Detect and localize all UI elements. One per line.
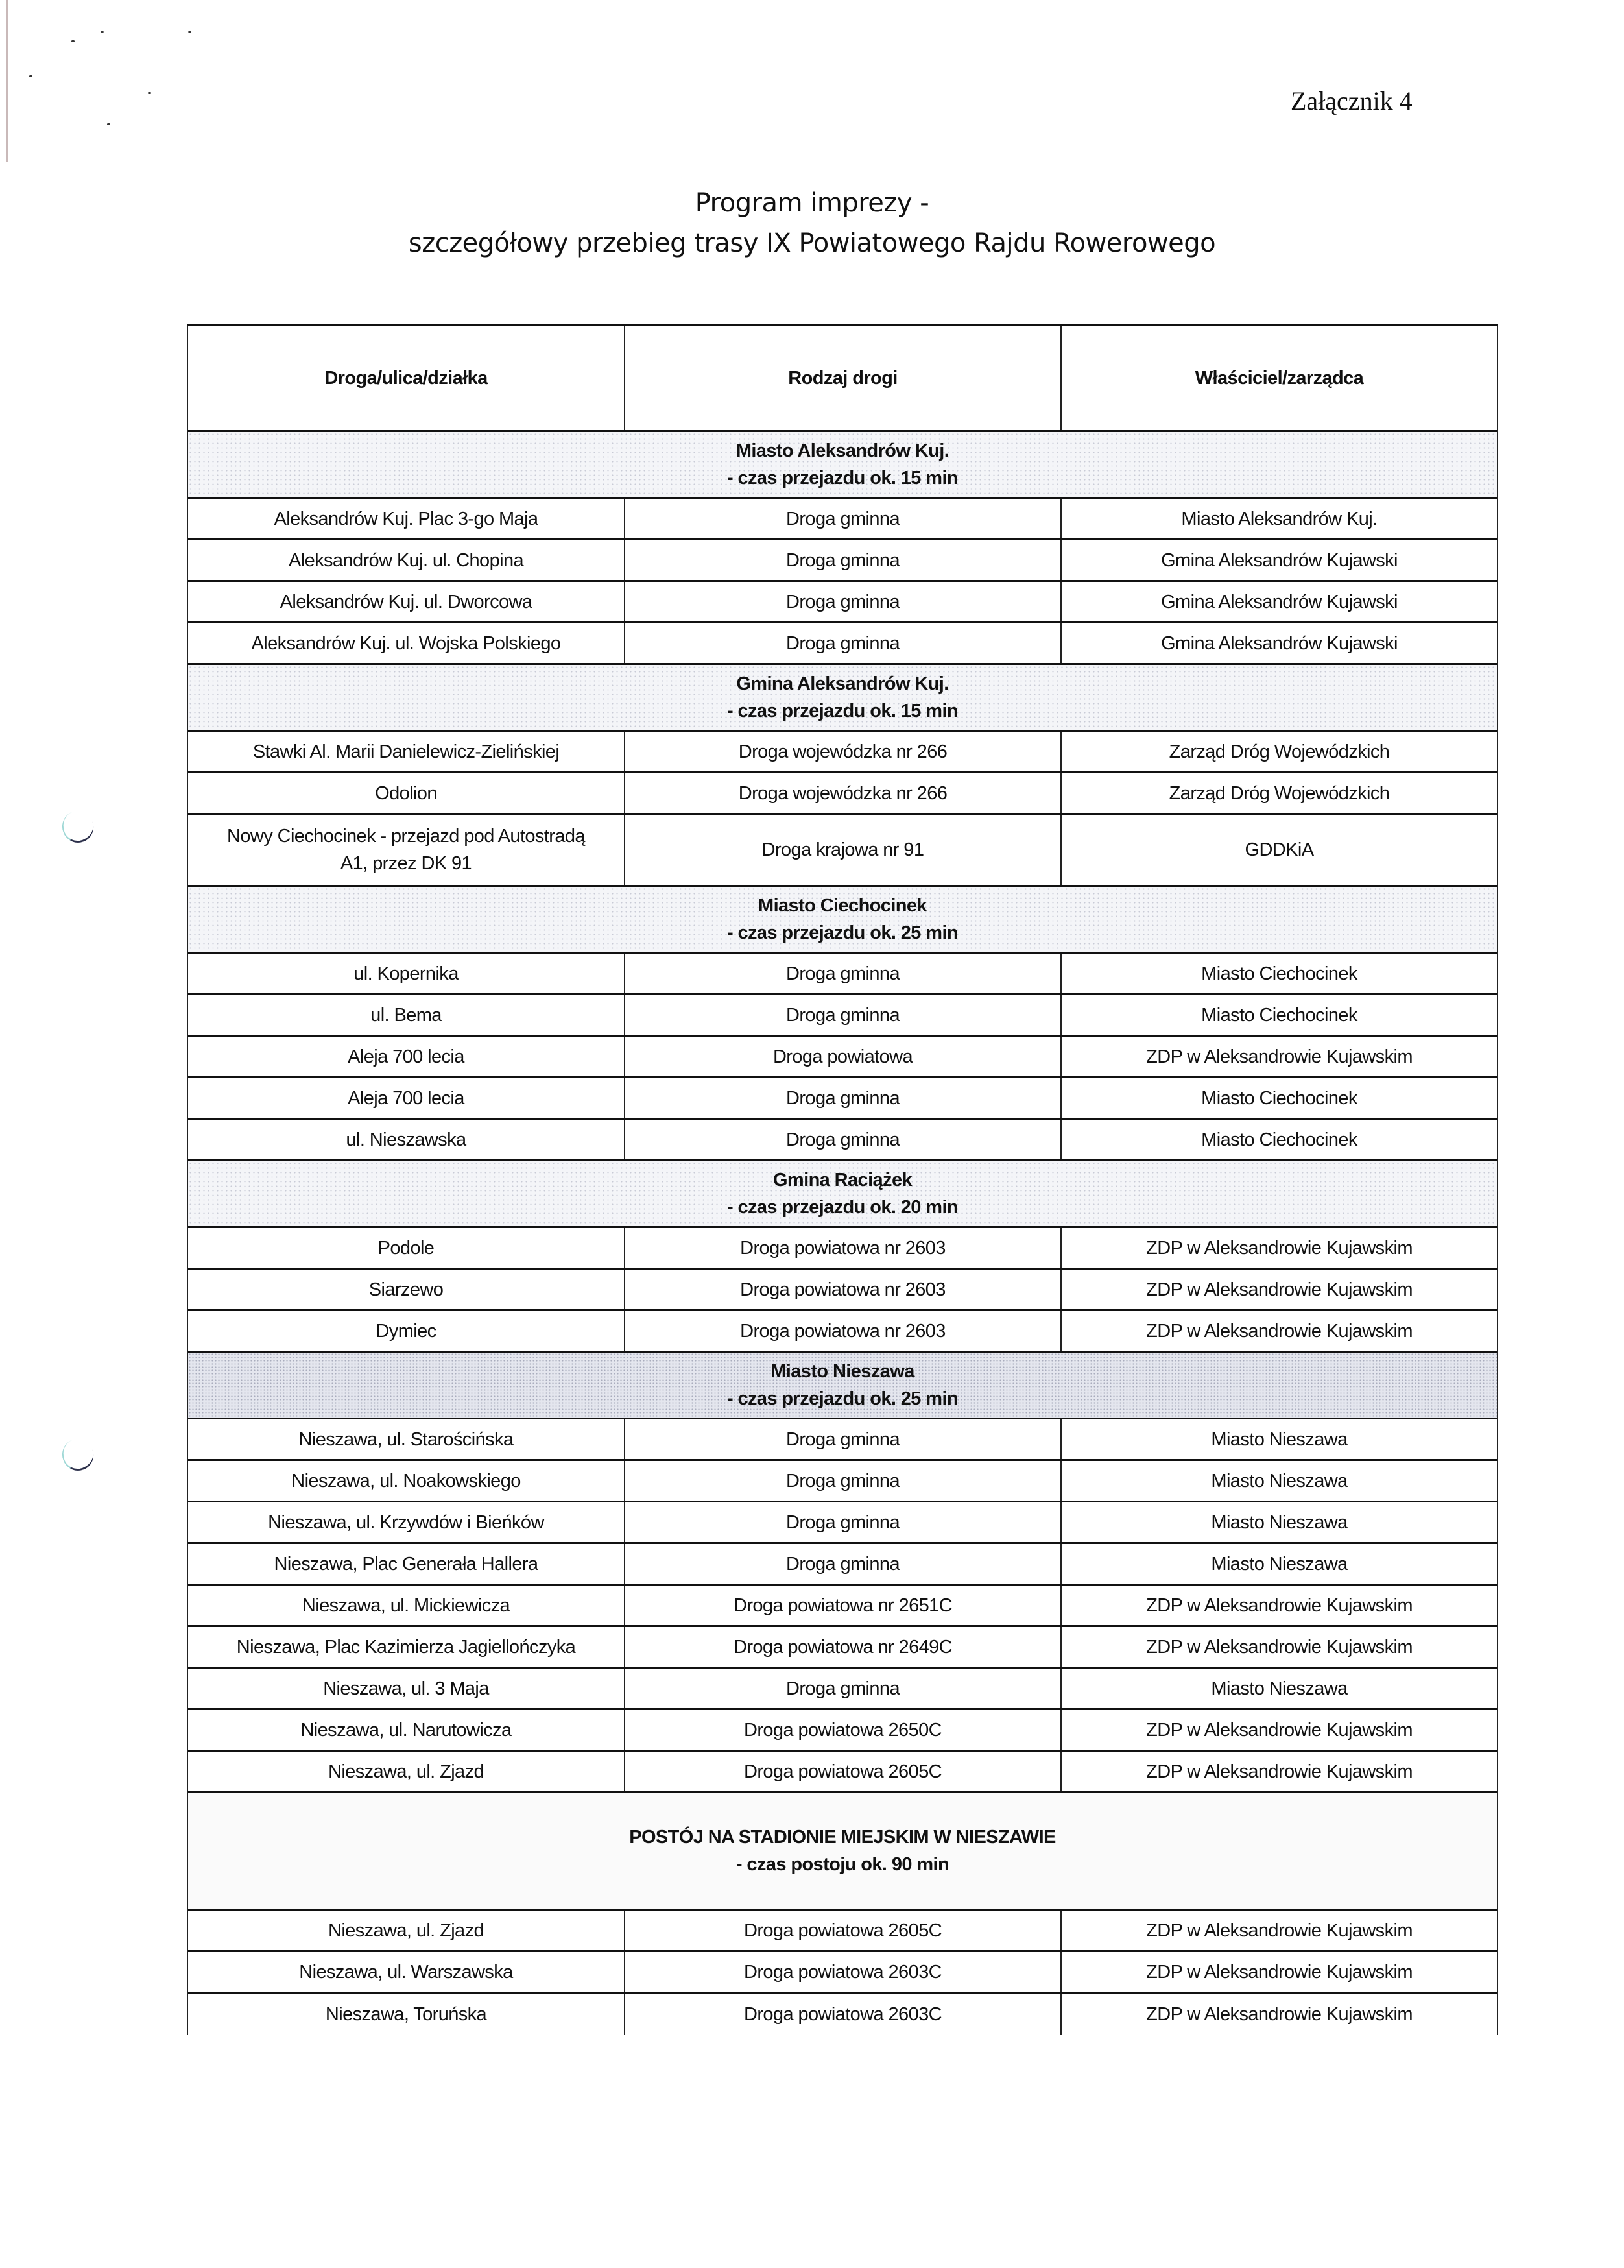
cell-owner: Miasto Ciechocinek — [1060, 1120, 1497, 1159]
cell-road: Odolion — [375, 782, 437, 804]
cell-road: Aleksandrów Kuj. ul. Wojska Polskiego — [251, 633, 561, 654]
cell-road-type: Droga powiatowa nr 2649C — [624, 1627, 1060, 1667]
cell-road: Stawki Al. Marii Danielewicz-Zielińskiej — [252, 741, 560, 762]
cell-road-type: Droga gminna — [624, 1669, 1060, 1708]
cell-road: Nieszawa, ul. Mickiewicza — [302, 1595, 510, 1616]
table-row — [188, 1752, 1497, 1793]
cell-owner: Miasto Ciechocinek — [1060, 995, 1497, 1035]
cell-owner: ZDP w Aleksandrowie Kujawskim — [1060, 1911, 1497, 1950]
table-row — [188, 1078, 1497, 1120]
cell-road-type: Droga powiatowa nr 2603 — [624, 1311, 1060, 1351]
table-row — [188, 1461, 1497, 1502]
cell-road-type: Droga wojewódzka nr 266 — [624, 732, 1060, 771]
cell-road-type: Droga gminna — [624, 995, 1060, 1035]
cell-road-type: Droga powiatowa 2603C — [624, 1994, 1060, 2035]
cell-road-type: Droga powiatowa — [624, 1037, 1060, 1076]
cell-owner: Miasto Nieszawa — [1060, 1669, 1497, 1708]
cell-owner: ZDP w Aleksandrowie Kujawskim — [1060, 1586, 1497, 1625]
cell-owner: Gmina Aleksandrów Kujawski — [1060, 623, 1497, 663]
cell-owner: Zarząd Dróg Wojewódzkich — [1060, 732, 1497, 771]
cell-road: Aleksandrów Kuj. Plac 3-go Maja — [274, 508, 538, 529]
cell-road: Nieszawa, Plac Generała Hallera — [274, 1553, 538, 1574]
scan-edge-line — [6, 0, 8, 162]
cell-road-type: Droga gminna — [624, 1078, 1060, 1118]
column-header-road: Droga/ulica/działka — [324, 368, 488, 389]
cell-road: Nieszawa, Plac Kazimierza Jagiellończyka — [236, 1636, 576, 1658]
section-title: Miasto Aleksandrów Kuj. — [735, 440, 949, 461]
cell-road: Podole — [377, 1237, 435, 1259]
title-line-2: szczegółowy przebieg trasy IX Powiatowego Rajdu Rowerowego — [408, 228, 1216, 258]
cell-road: Nieszawa, ul. Zjazd — [328, 1761, 484, 1782]
route-table — [187, 324, 1498, 2035]
scan-speck — [188, 31, 191, 33]
table-row — [188, 540, 1497, 582]
cell-road-type: Droga gminna — [624, 623, 1060, 663]
section-duration: - czas postoju ok. 90 min — [735, 1854, 949, 1875]
cell-owner: GDDKiA — [1060, 815, 1497, 885]
table-row — [188, 1502, 1497, 1544]
section-title: Miasto Ciechocinek — [758, 895, 927, 916]
cell-road: Aleja 700 lecia — [348, 1046, 464, 1067]
cell-road-type: Droga gminna — [624, 1120, 1060, 1159]
table-row — [188, 623, 1497, 665]
scan-speck — [29, 75, 32, 77]
cell-road-type: Droga gminna — [624, 1502, 1060, 1542]
cell-owner: ZDP w Aleksandrowie Kujawskim — [1060, 1037, 1497, 1076]
section-header-cell — [188, 887, 1497, 952]
section-header-cell — [188, 665, 1497, 730]
cell-road: Nieszawa, ul. Krzywdów i Bieńków — [268, 1512, 544, 1533]
cell-road: Nieszawa, ul. Noakowskiego — [291, 1470, 521, 1491]
cell-road: Nieszawa, ul. Starościńska — [298, 1429, 514, 1450]
cell-road-type: Droga gminna — [624, 499, 1060, 538]
scan-speck — [101, 31, 104, 33]
cell-road: Aleksandrów Kuj. ul. Dworcowa — [280, 591, 532, 612]
table-row — [188, 582, 1497, 623]
column-header-road-type: Rodzaj drogi — [624, 326, 1060, 430]
table-row — [188, 732, 1497, 773]
table-row — [188, 1544, 1497, 1586]
table-row — [188, 1994, 1497, 2035]
section-title: POSTÓJ NA STADIONIE MIEJSKIM W NIESZAWIE — [629, 1827, 1056, 1848]
table-row — [188, 1586, 1497, 1627]
cell-owner: Miasto Nieszawa — [1060, 1544, 1497, 1584]
section-header-row — [188, 1793, 1497, 1911]
table-row — [188, 1419, 1497, 1461]
scan-speck — [71, 40, 75, 42]
cell-owner: Miasto Ciechocinek — [1060, 1078, 1497, 1118]
cell-owner: Miasto Nieszawa — [1060, 1461, 1497, 1501]
section-title: Gmina Aleksandrów Kuj. — [736, 673, 949, 694]
table-row — [188, 1952, 1497, 1994]
section-title: Gmina Raciążek — [772, 1170, 913, 1190]
title-line-1: Program imprezy - — [695, 188, 929, 218]
cell-road-type: Droga powiatowa 2605C — [624, 1911, 1060, 1950]
cell-road: Nieszawa, ul. Narutowicza — [300, 1719, 512, 1741]
cell-road: Nieszawa, Toruńska — [325, 2004, 487, 2025]
table-row — [188, 1627, 1497, 1669]
cell-road-type: Droga gminna — [624, 582, 1060, 621]
cell-owner: Miasto Aleksandrów Kuj. — [1060, 499, 1497, 538]
cell-owner: ZDP w Aleksandrowie Kujawskim — [1060, 1952, 1497, 1992]
cell-road-type: Droga krajowa nr 91 — [624, 815, 1060, 885]
table-row — [188, 1669, 1497, 1710]
cell-road-type: Droga gminna — [624, 1461, 1060, 1501]
cell-road: Nieszawa, ul. 3 Maja — [323, 1678, 489, 1699]
scan-speck — [148, 92, 151, 94]
cell-road: ul. Nieszawska — [346, 1129, 466, 1150]
cell-road-type: Droga gminna — [624, 1419, 1060, 1459]
section-header-row — [188, 432, 1497, 499]
section-duration: - czas przejazdu ok. 15 min — [726, 701, 959, 721]
section-header-row — [188, 665, 1497, 732]
cell-road: ul. Kopernika — [353, 963, 459, 984]
table-row — [188, 995, 1497, 1037]
cell-owner: ZDP w Aleksandrowie Kujawskim — [1060, 1994, 1497, 2035]
cell-road-type: Droga powiatowa nr 2603 — [624, 1228, 1060, 1268]
cell-road: Nieszawa, ul. Warszawska — [299, 1961, 513, 1983]
cell-owner: Miasto Nieszawa — [1060, 1419, 1497, 1459]
cell-road: Dymiec — [376, 1320, 436, 1342]
table-row — [188, 499, 1497, 540]
cell-owner: ZDP w Aleksandrowie Kujawskim — [1060, 1311, 1497, 1351]
cell-owner: ZDP w Aleksandrowie Kujawskim — [1060, 1627, 1497, 1667]
table-row — [188, 1311, 1497, 1353]
cell-owner: Zarząd Dróg Wojewódzkich — [1060, 773, 1497, 813]
cell-road-type: Droga powiatowa 2650C — [624, 1710, 1060, 1750]
section-header-row — [188, 1161, 1497, 1228]
cell-owner: ZDP w Aleksandrowie Kujawskim — [1060, 1710, 1497, 1750]
cell-road-type: Droga powiatowa nr 2651C — [624, 1586, 1060, 1625]
table-body — [188, 432, 1497, 2035]
table-row — [188, 815, 1497, 887]
cell-road-type: Droga gminna — [624, 1544, 1060, 1584]
table-row — [188, 1911, 1497, 1952]
cell-owner: ZDP w Aleksandrowie Kujawskim — [1060, 1752, 1497, 1791]
cell-owner: Miasto Ciechocinek — [1060, 954, 1497, 993]
document-title — [0, 183, 1624, 263]
section-duration: - czas przejazdu ok. 25 min — [726, 923, 959, 943]
cell-owner: Miasto Nieszawa — [1060, 1502, 1497, 1542]
table-row — [188, 1710, 1497, 1752]
cell-owner: Gmina Aleksandrów Kujawski — [1060, 540, 1497, 580]
cell-road: ul. Bema — [370, 1004, 442, 1026]
table-row — [188, 1228, 1497, 1270]
annex-label: Załącznik 4 — [1291, 86, 1413, 115]
cell-road-type: Droga powiatowa nr 2603 — [624, 1270, 1060, 1309]
cell-road-type: Droga powiatowa 2605C — [624, 1752, 1060, 1791]
table-row — [188, 773, 1497, 815]
section-duration: - czas przejazdu ok. 15 min — [726, 468, 959, 489]
punch-hole-mark — [58, 806, 98, 847]
column-header-owner: Właściciel/zarządca — [1060, 326, 1497, 430]
cell-owner: ZDP w Aleksandrowie Kujawskim — [1060, 1270, 1497, 1309]
table-row — [188, 1037, 1497, 1078]
section-header-cell — [188, 432, 1497, 497]
section-header-row — [188, 1353, 1497, 1419]
cell-road: Aleksandrów Kuj. ul. Chopina — [288, 549, 524, 571]
cell-owner: ZDP w Aleksandrowie Kujawskim — [1060, 1228, 1497, 1268]
cell-road: Siarzewo — [368, 1279, 444, 1300]
cell-road: Nieszawa, ul. Zjazd — [328, 1920, 484, 1941]
table-header-row — [188, 326, 1497, 432]
table-row — [188, 1120, 1497, 1161]
table-row — [188, 1270, 1497, 1311]
cell-road-type: Droga gminna — [624, 540, 1060, 580]
section-header-cell — [188, 1161, 1497, 1226]
cell-owner: Gmina Aleksandrów Kujawski — [1060, 582, 1497, 621]
scan-speck — [107, 123, 110, 125]
cell-road-type: Droga wojewódzka nr 266 — [624, 773, 1060, 813]
table-row — [188, 954, 1497, 995]
punch-hole-mark — [58, 1434, 98, 1475]
section-header-cell — [188, 1353, 1497, 1418]
section-duration: - czas przejazdu ok. 25 min — [726, 1388, 959, 1409]
cell-road-type: Droga gminna — [624, 954, 1060, 993]
cell-road-type: Droga powiatowa 2603C — [624, 1952, 1060, 1992]
section-duration: - czas przejazdu ok. 20 min — [726, 1197, 959, 1218]
section-header-row — [188, 887, 1497, 954]
section-title: Miasto Nieszawa — [770, 1361, 914, 1382]
section-header-cell — [188, 1793, 1497, 1909]
cell-road: Aleja 700 lecia — [348, 1087, 464, 1109]
cell-road: Nowy Ciechocinek - przejazd pod Autostradą A1, przez DK 91 — [227, 826, 585, 874]
